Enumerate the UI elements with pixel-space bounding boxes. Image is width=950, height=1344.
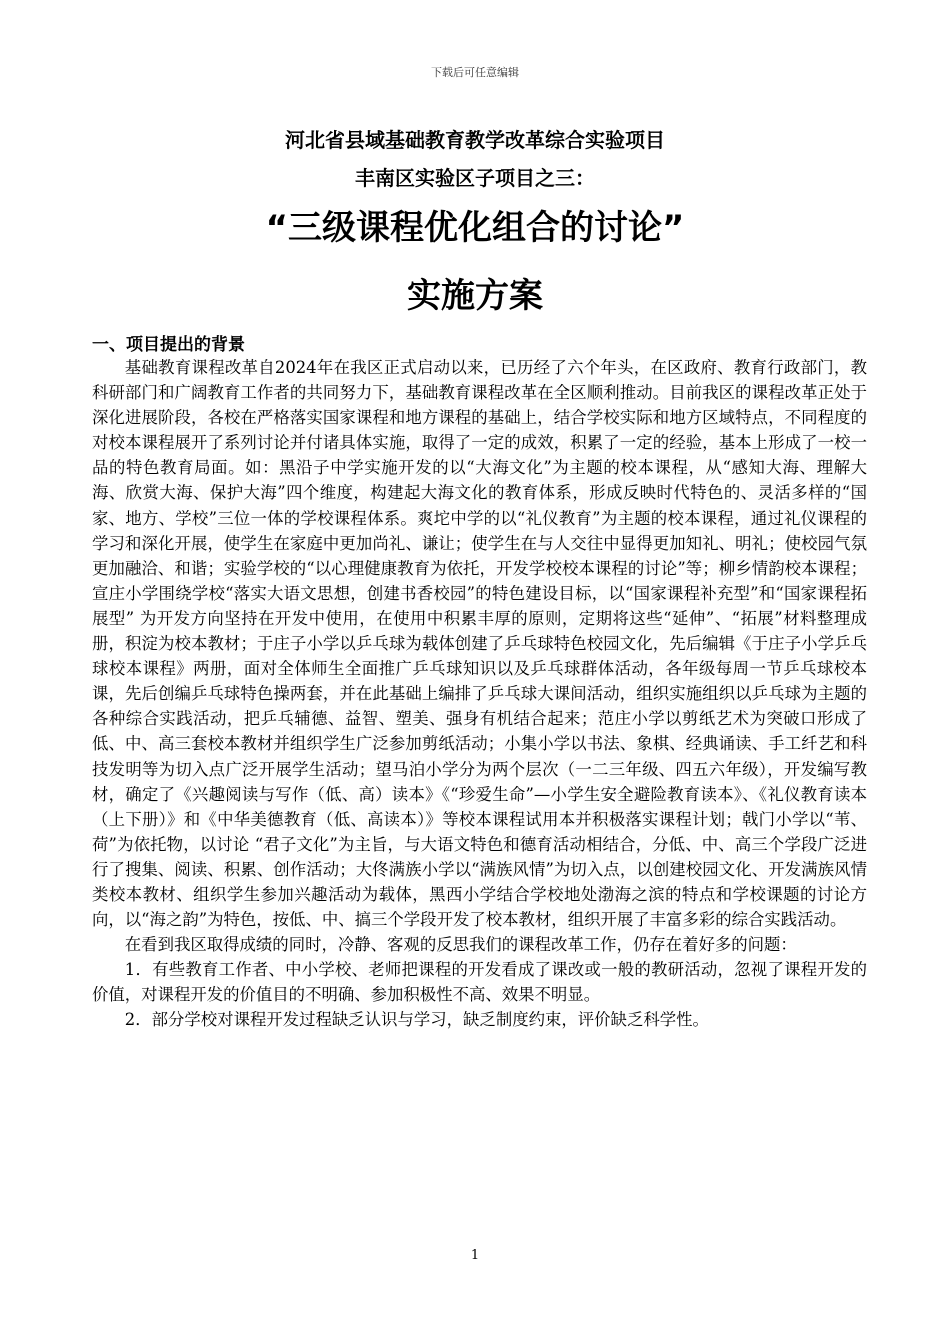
paragraph: 基础教育课程改革自2024年在我区正式启动以来，已历经了六个年头，在区政府、教育行政部门，教科研部门和广阔教育工作者的共同努力下，基础教育课程改革在全区顺利推动。目前我区的课程改革正处于深化进展阶段，各校在严格落实国家课程和地方课程的基础上，结合学校实际和地方区域特点，不同程度的对校本课程展开了系列讨论并付诸具体实施，取得了一定的成效，积累了一定的经验，基本上形成了一校一品的特色教育局面。如：黑沿子中学实施开发的以“大海文化”为主题的校本课程，从“感知大海、理解大海、欣赏大海、保护大海”四个维度，构建起大海文化的教育体系，形成反映时代特色的、灵活多样的“国家、地方、学校”三位一体的学校课程体系。爽坨中学的以“礼仪教育”为主题的校本课程，通过礼仪课程的学习和深化开展，使学生在家庭中更加尚礼、谦让；使学生在与人交往中显得更加知礼、明礼；使校园气氛更加融洽、和谐；实验学校的“以心理健康教育为依托，开发学校校本课程的讨论”等；柳乡情韵校本课程；宣庄小学围绕学校“落实大语文思想，创建书香校园”的特色建设目标，以“国家课程补充型”和“国家课程拓展型” 为开发方向坚持在开发中使用，在使用中积累丰厚的原则，定期将这些“延伸”、“拓展”材料整理成册，积淀为校本教材；于庄子小学以乒乓球为载体创建了乒乓球特色校园文化，先后编辑《于庄子小学乒乓球校本课程》两册，面对全体师生全面推广乒乓球知识以及乒乓球群体活动，各年级每周一节乒乓球校本课，先后创编乒乓球特色操两套，并在此基础上编排了乒乓球大课间活动，组织实施组织以乒乓球为主题的各种综合实践活动，把乒乓辅德、益智、塑美、强身有机结合起来；范庄小学以剪纸艺术为突破口形成了低、中、高三套校本教材并组织学生广泛参加剪纸活动；小集小学以书法、象棋、经典诵读、手工纤艺和科技发明等为切入点广泛开展学生活动；望马泊小学分为两个层次（一二三年级、四五六年级），开发编写教材，确定了《兴趣阅读与写作（低、高）读本》《“珍爱生命”—小学生安全避险教育读本》、《礼仪教育读本（上下册）》和《中华美德教育（低、高读本）》等校本课程试用本并积极落实课程计划；戟门小学以“苇、荷”为依托物，以讨论 “君子文化”为主旨，与大语文特色和德育活动相结合，分低、中、高三个学段广泛进行了搜集、阅读、积累、创作活动；大佟满族小学以“满族风情”为切入点，以创建校园文化、开发满族风情类校本教材、组织学生参加兴趣活动为载体，黑西小学结合学校地处渤海之滨的特点和学校课题的讨论方向，以“海之韵”为特色，按低、中、搞三个学段开发了校本教材，组织开展了丰富多彩的综合实践活动。 bbox=[92, 358, 867, 930]
page-number: 1 bbox=[470, 1248, 480, 1263]
title-line-2: 丰南区实验区子项目之三： bbox=[355, 166, 595, 190]
body-text bbox=[92, 355, 867, 1033]
header-note: 下载后可任意编辑 bbox=[431, 66, 519, 79]
paragraph: 2．部分学校对课程开发过程缺乏认识与学习，缺乏制度约束，评价缺乏科学性。 bbox=[124, 1010, 709, 1030]
section-heading: 一、项目提出的背景 bbox=[92, 335, 245, 355]
title-line-1: 河北省县域基础教育教学改革综合实验项目 bbox=[285, 128, 665, 152]
title-sub: 实施方案 bbox=[407, 276, 543, 316]
paragraph: 在看到我区取得成绩的同时，冷静、客观的反思我们的课程改革工作，仍存在着好多的问题： bbox=[124, 935, 797, 955]
title-main: “三级课程优化组合的讨论” bbox=[265, 208, 685, 248]
paragraph: 1．有些教育工作者、中小学校、老师把课程的开发看成了课改或一般的教研活动，忽视了课程开发的价值，对课程开发的价值目的不明确、参加积极性不高、效果不明显。 bbox=[92, 960, 867, 1005]
